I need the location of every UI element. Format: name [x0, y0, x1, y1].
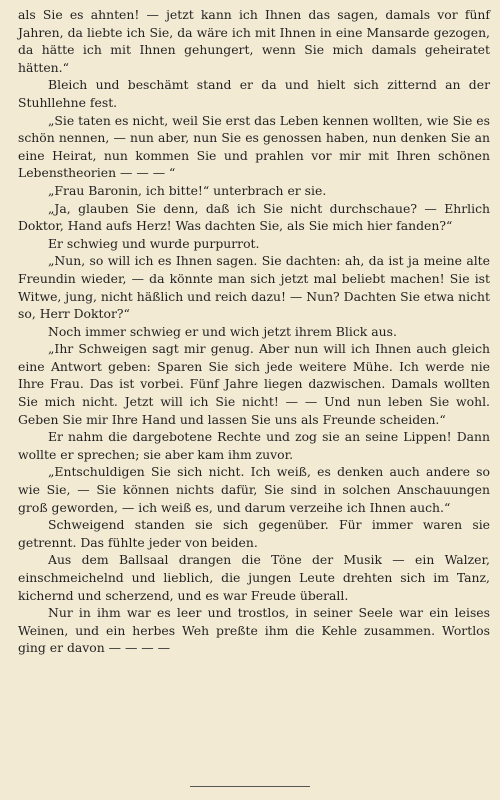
paragraph-13: Aus dem Ballsaal drangen die Töne der Musik — ein Walzer, einschmeichelnd und lieblich, die jungen Leute drehten sich im Tanz, kichernd und scherzend, und es war Freude überall. — [18, 552, 490, 603]
paragraph-4: „Frau Baronin, ich bitte!“ unterbrach er sie. — [48, 182, 327, 198]
paragraph-5: „Ja, glauben Sie denn, daß ich Sie nicht durchschaue? — Ehrlich Doktor, Hand aufs Herz! Was dachten Sie, als Sie mich hier fanden?“ — [18, 200, 490, 234]
paragraph-6: Er schwieg und wurde purpurrot. — [48, 235, 260, 251]
paragraph-3: „Sie taten es nicht, weil Sie erst das Leben kennen wollten, wie Sie es schön nennen, — nun aber, nun Sie es genossen haben, nun denken Sie an eine Heirat, nun kommen Sie und prahlen vor mir mit Ihren schönen Lebenstheorien — — — “ — [18, 112, 490, 181]
paragraph-11: „Entschuldigen Sie sich nicht. Ich weiß, es denken auch andere so wie Sie, — Sie können nichts dafür, Sie sind in solchen Anschauungen groß geworden, — ich weiß es, und darum verzeihe ich Ihnen auch.“ — [18, 464, 490, 515]
paragraph-14: Nur in ihm war es leer und trostlos, in seiner Seele war ein leises Weinen, und ein herbes Weh preßte ihm die Kehle zusammen. Wortlos ging er davon — — — — — [18, 605, 490, 656]
paragraph-1: als Sie es ahnten! — jetzt kann ich Ihnen das sagen, damals vor fünf Jahren, da liebte ich Sie, da wäre ich mit Ihnen in eine Mansarde gezogen, da hätte ich mit Ihnen gehungert, wenn Sie mich damals geheiratet hätten.“ — [18, 7, 490, 75]
paragraph-12: Schweigend standen sie sich gegenüber. Für immer waren sie getrennt. Das fühlte jeder von beiden. — [18, 517, 490, 550]
end-rule — [190, 786, 310, 787]
paragraph-8: Noch immer schwieg er und wich jetzt ihrem Blick aus. — [48, 323, 397, 339]
paragraph-7: „Nun, so will ich es Ihnen sagen. Sie dachten: ah, da ist ja meine alte Freundin wieder, — da könnte man sich jetzt mal beliebt machen! Sie ist Witwe, jung, nicht häßlich und reich dazu! — Nun? Dachten Sie etwa nicht so, Herr Doktor?“ — [18, 253, 490, 322]
paragraph-9: „Ihr Schweigen sagt mir genug. Aber nun will ich Ihnen auch gleich eine Antwort geben: Sparen Sie sich jede weitere Mühe. Ich werde nie Ihre Frau. Das ist vorbei. Fünf Jahre liegen dazwischen. Damals wollten Sie mich nicht. Jetzt will ich Sie nicht! — — Und nun leben Sie wohl. Geben Sie mir Ihre Hand und lassen Sie uns als Freunde scheiden.“ — [18, 341, 490, 427]
paragraph-2: Bleich und beschämt stand er da und hielt sich zitternd an der Stuhllehne fest. — [18, 77, 490, 110]
paragraph-10: Er nahm die dargebotene Rechte und zog sie an seine Lippen! Dann wollte er sprechen; sie aber kam ihm zuvor. — [18, 429, 490, 462]
